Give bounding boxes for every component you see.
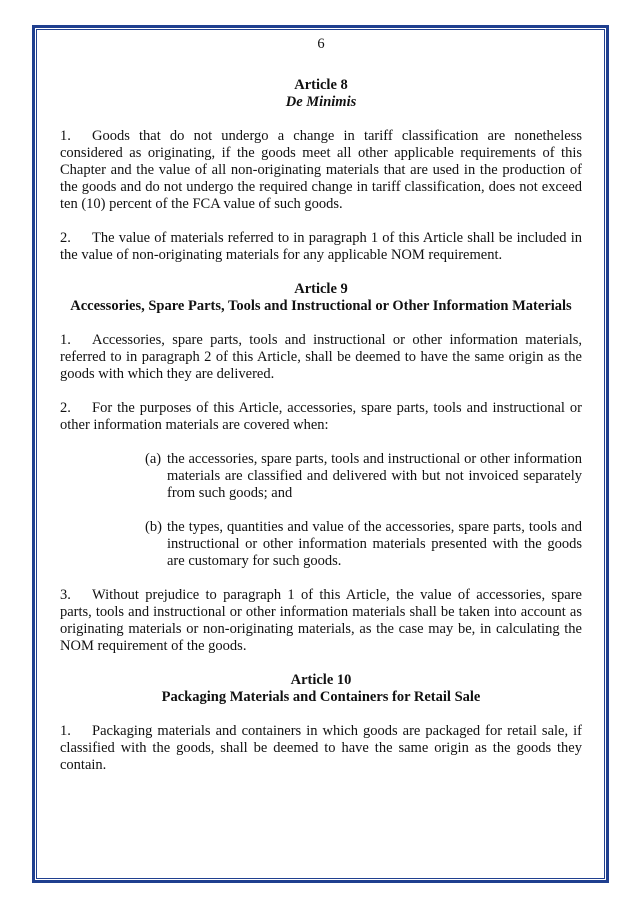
article-8-subtitle: De Minimis	[285, 94, 357, 110]
article-10-subtitle: Packaging Materials and Containers for Retail Sale	[161, 689, 481, 705]
page-number: 6	[317, 36, 325, 52]
document-body	[60, 36, 582, 791]
item-text: the accessories, spare parts, tools and instructional or other information materials are classified and delivered with but not invoiced separately from such goods; and	[167, 451, 582, 501]
article-10	[60, 672, 582, 774]
article-9-title: Article 9	[294, 281, 348, 297]
article-8-paragraph-2	[60, 230, 582, 264]
paragraph-text: Without prejudice to paragraph 1 of this Article, the value of accessories, spare parts, tools and instructional or other information materials shall be taken into account as originating materials or non-originating materials, as the case may be, in calculating the NOM requirement of the goods.	[60, 587, 582, 654]
article-8	[60, 77, 582, 264]
paragraph-text: Accessories, spare parts, tools and instructional or other information materials, referred to in paragraph 2 of this Article, shall be deemed to have the same origin as the goods with which they are delivered.	[60, 332, 582, 382]
article-9-paragraph-3	[60, 587, 582, 655]
paragraph-text: For the purposes of this Article, accessories, spare parts, tools and instructional or other information materials are covered when:	[60, 400, 582, 433]
paragraph-text: The value of materials referred to in paragraph 1 of this Article shall be included in the value of non-originating materials for any applicable NOM requirement.	[60, 230, 582, 263]
paragraph-number: 2.	[60, 400, 71, 416]
paragraph-number: 2.	[60, 230, 71, 246]
article-9	[60, 281, 582, 655]
paragraph-number: 3.	[60, 587, 71, 603]
article-9-paragraph-2	[60, 400, 582, 434]
paragraph-number: 1.	[60, 128, 71, 144]
article-8-title: Article 8	[294, 77, 348, 93]
article-9-item-a	[145, 451, 582, 502]
article-9-paragraph-1	[60, 332, 582, 383]
paragraph-number: 1.	[60, 332, 71, 348]
item-label: (a)	[145, 451, 162, 467]
article-9-item-b	[145, 519, 582, 570]
paragraph-text: Packaging materials and containers in which goods are packaged for retail sale, if classified with the goods, shall be deemed to have the same origin as the goods they contain.	[60, 723, 582, 773]
paragraph-text: Goods that do not undergo a change in tariff classification are nonetheless considered as originating, if the goods meet all other applicable requirements of this Chapter and the value of all non-originating materials that are used in the production of the goods and do not undergo the required change in tariff classification, does not exceed ten (10) percent of the FCA value of such goods.	[60, 128, 582, 212]
item-label: (b)	[145, 519, 162, 535]
item-text: the types, quantities and value of the accessories, spare parts, tools and instructional or other information materials presented with the goods are customary for such goods.	[167, 519, 582, 569]
article-8-paragraph-1	[60, 128, 582, 213]
article-9-subtitle: Accessories, Spare Parts, Tools and Instructional or Other Information Materials	[70, 298, 572, 314]
article-10-paragraph-1	[60, 723, 582, 774]
article-10-title: Article 10	[290, 672, 352, 688]
paragraph-number: 1.	[60, 723, 71, 739]
